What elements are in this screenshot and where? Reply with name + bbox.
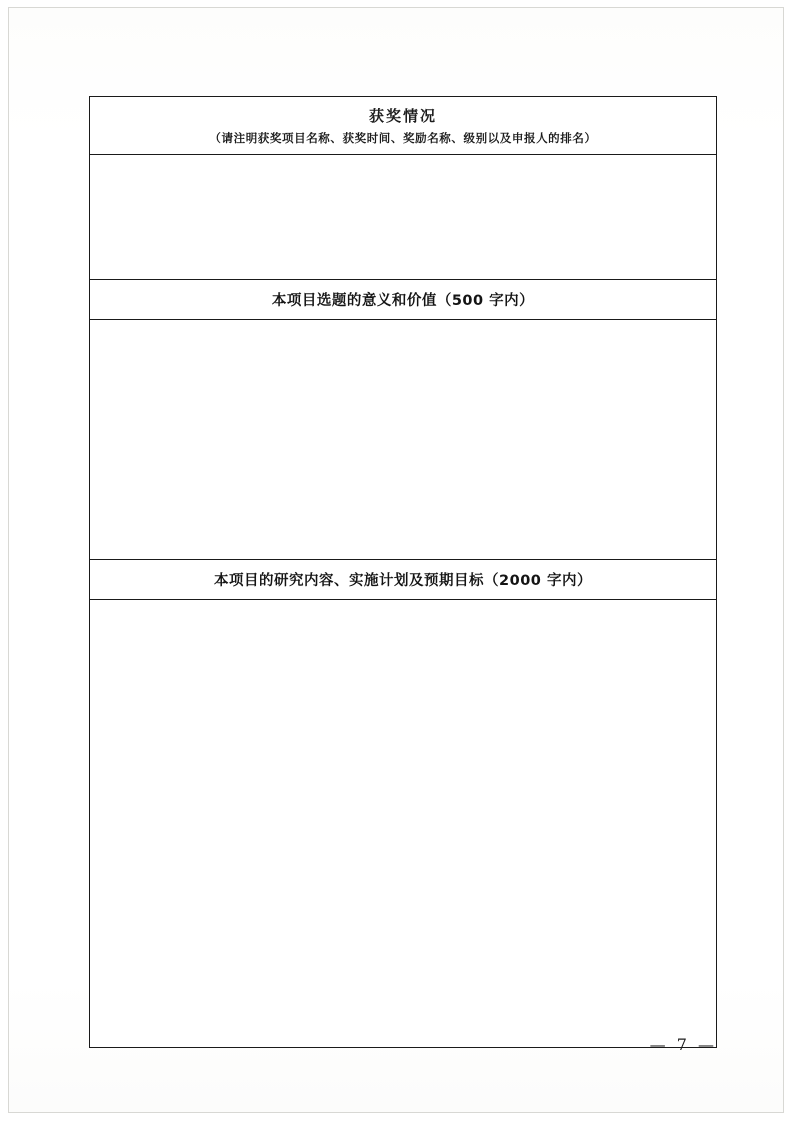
award-info-title: 获奖情况 — [368, 107, 437, 125]
page-number: — 7 — — [649, 1035, 717, 1054]
significance-input-area[interactable] — [90, 320, 716, 560]
research-content-input-area[interactable] — [90, 600, 716, 1047]
award-info-input-area[interactable] — [90, 155, 716, 280]
award-info-subtitle: （请注明获奖项目名称、获奖时间、奖励名称、级别以及申报人的排名） — [209, 131, 597, 146]
section-header-award-info — [90, 97, 716, 155]
application-form-table — [89, 96, 717, 1048]
section-header-research-content: 本项目的研究内容、实施计划及预期目标（2000 字内） — [90, 560, 716, 600]
section-header-significance: 本项目选题的意义和价值（500 字内） — [90, 280, 716, 320]
